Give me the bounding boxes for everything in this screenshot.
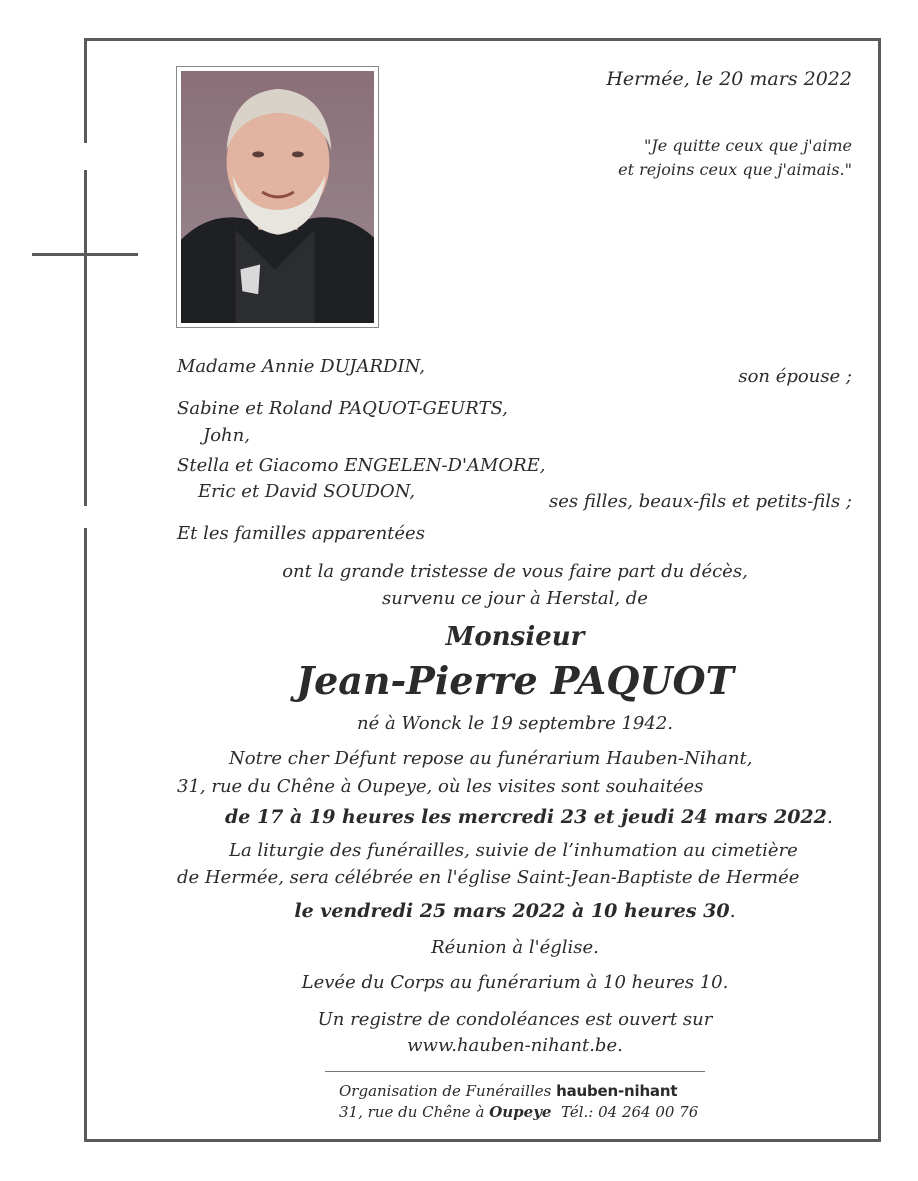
family-line-2: John, [203,425,250,446]
family-line-3: Stella et Giacomo ENGELEN-D'AMORE, [177,455,546,476]
footer-address-prefix: 31, rue du Chêne à [339,1103,485,1121]
family-line-1: Sabine et Roland PAQUOT-GEURTS, [177,398,508,419]
visitation-line-1: Notre cher Défunt repose au funérarium Hauben-Nihant, [229,748,753,769]
cross-horizontal [32,253,138,256]
funeral-line-2: de Hermée, sera célébrée en l'église Saint-Jean-Baptiste de Hermée [177,867,800,888]
funeral-line-1: La liturgie des funérailles, suivie de l’inhumation au cimetière [229,840,798,861]
quote-line-2: et rejoins ceux que j'aimais." [618,160,852,179]
quote-line-1: "Je quitte ceux que j'aime [643,136,852,155]
footer-city: Oupeye [489,1103,552,1121]
border-top [84,38,881,41]
visitation-line-2: 31, rue du Chêne à Oupeye, où les visites sont souhaitées [177,776,704,797]
relatives-line: Et les familles apparentées [177,523,425,544]
footer-org-label: Organisation de Funérailles [339,1082,552,1100]
place-date: Hermée, le 20 mars 2022 [606,68,852,90]
birth-info: né à Wonck le 19 septembre 1942. [357,713,673,734]
spouse-name: Madame Annie DUJARDIN, [177,356,425,377]
footer-phone: Tél.: 04 264 00 76 [561,1103,699,1121]
registry-line-1: Un registre de condoléances est ouvert sur [317,1009,713,1030]
border-bottom [84,1139,881,1142]
portrait-photo [176,66,379,328]
footer-address [339,1105,698,1120]
announcement-line-2: survenu ce jour à Herstal, de [382,588,648,609]
border-left-segment [84,38,87,143]
funeral-date: le vendredi 25 mars 2022 à 10 heures 30. [294,900,736,922]
meeting-info: Réunion à l'église. [431,937,599,958]
levee-info: Levée du Corps au funérarium à 10 heures 10. [301,972,729,993]
footer-organisation [339,1084,677,1099]
family-line-4: Eric et David SOUDON, [198,481,416,502]
announcement-line-1: ont la grande tristesse de vous faire part du décès, [282,561,748,582]
deceased-title: Monsieur [445,622,585,652]
brand-logo: hauben-nihant [556,1082,678,1100]
deceased-name: Jean-Pierre PAQUOT [296,658,734,703]
footer-divider [325,1071,705,1072]
children-role: ses filles, beaux-fils et petits-fils ; [549,491,852,512]
registry-line-2: www.hauben-nihant.be. [407,1035,623,1056]
cross-vertical [84,170,87,506]
visitation-hours: de 17 à 19 heures les mercredi 23 et jeudi 24 mars 2022. [225,806,833,828]
spouse-role: son épouse ; [738,366,852,387]
